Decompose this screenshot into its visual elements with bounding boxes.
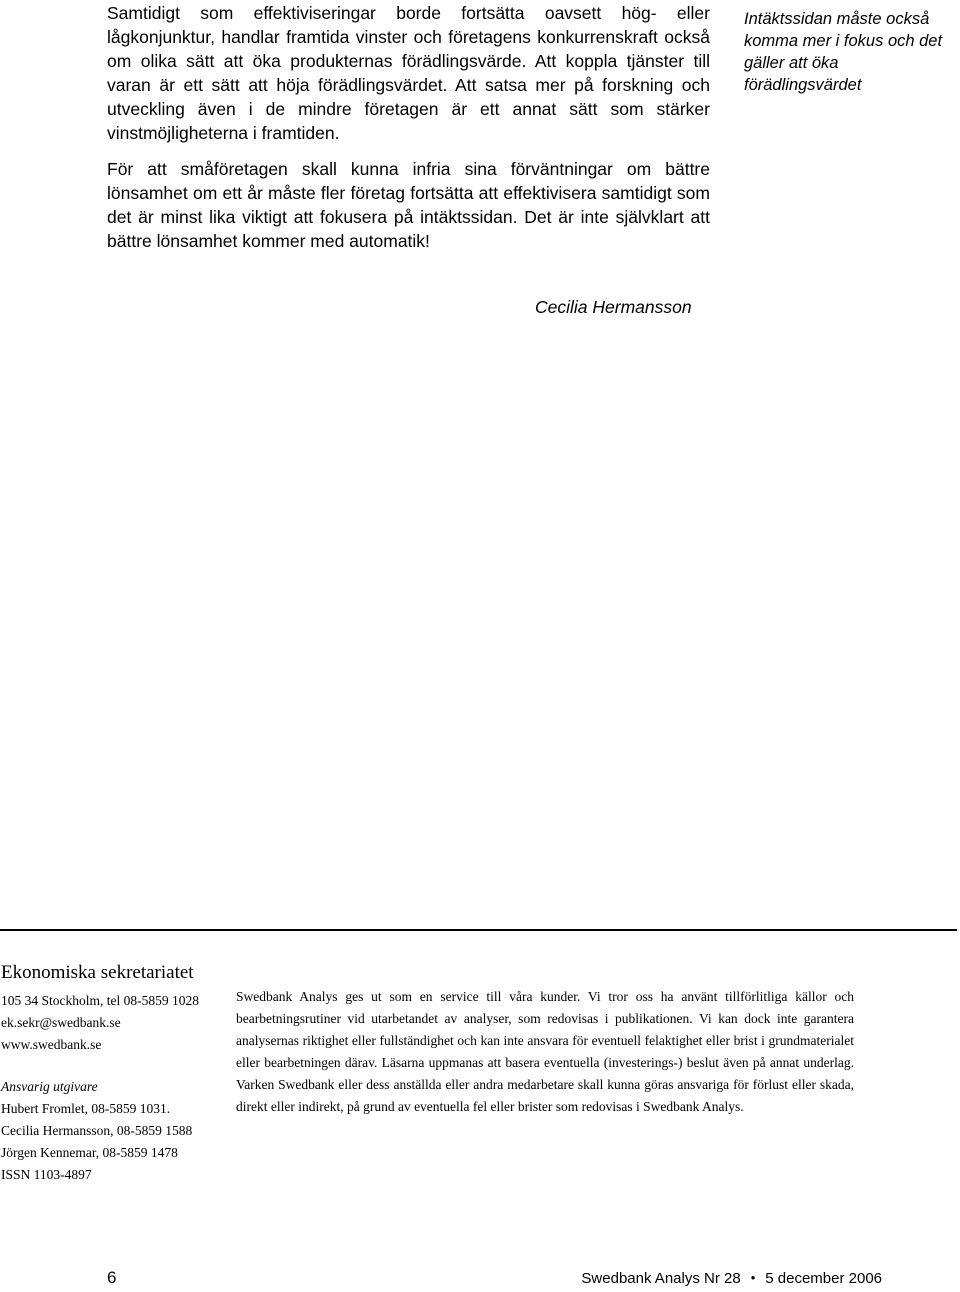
bullet-separator: • bbox=[750, 1270, 756, 1285]
page-footer bbox=[0, 1268, 960, 1292]
publisher-label: Ansvarig utgivare bbox=[1, 1079, 98, 1094]
publication-date: 5 december 2006 bbox=[765, 1270, 882, 1287]
margin-note: Intäktssidan måste också komma mer i fokus och det gäller att öka förädlingsvärdet bbox=[744, 10, 943, 94]
org-name: Ekonomiska sekretariatet bbox=[1, 962, 194, 983]
contact-line: Jörgen Kennemar, 08-5859 1478 bbox=[1, 1145, 178, 1160]
spacer bbox=[1, 1056, 231, 1076]
publication-name: Swedbank Analys Nr 28 bbox=[581, 1270, 741, 1287]
contact-line: Hubert Fromlet, 08-5859 1031. bbox=[1, 1101, 171, 1116]
contact-block bbox=[1, 990, 231, 1186]
body-paragraph: För att småföretagen skall kunna infria sina förväntningar om bättre lönsamhet om ett år måste fler företag fortsätta att effektivisera samtidigt som det är minst lika viktigt att fokusera på intäktssidan. Det är inte självklart att bättre lönsamhet kommer med automatik! bbox=[107, 159, 710, 251]
disclaimer: Swedbank Analys ges ut som en service till våra kunder. Vi tror oss ha använt tillförlitliga källor och bearbetningsrutiner vid utarbetandet av analyser, som redovisas i publikationen. Vi kan dock inte garantera analysernas riktighet eller fullständighet och kan inte ansvara för eventuell felaktighet eller brist i grundmaterialet eller bearbetningen därav. Läsarna uppmanas att basera eventuella (investerings-) beslut även på annat underlag. Varken Swedbank eller dess anställda eller andra medarbetare skall kunna göras ansvariga för förlust eller skada, direkt eller indirekt, på grund av eventuella fel eller brister som redovisas i Swedbank Analys. bbox=[236, 989, 854, 1114]
issn: ISSN 1103-4897 bbox=[1, 1167, 92, 1182]
body-paragraph: Samtidigt som effektiviseringar borde fortsätta oavsett hög- eller lågkonjunktur, handlar framtida vinster och företagens konkurrenskraft också om olika sätt att öka produkternas förädlingsvärde. Att koppla tjänster till varan är ett sätt att höja förädlingsvärdet. Att satsa mer på forskning och utveckling även i de mindre företagen är ett annat sätt som stärker vinstmöjligheterna i framtiden. bbox=[107, 3, 710, 143]
address: 105 34 Stockholm, tel 08-5859 1028 bbox=[1, 993, 199, 1008]
author-signature: Cecilia Hermansson bbox=[535, 297, 692, 317]
contact-line: Cecilia Hermansson, 08-5859 1588 bbox=[1, 1123, 193, 1138]
publication-info bbox=[581, 1270, 882, 1287]
email-link[interactable]: ek.sekr@swedbank.se bbox=[1, 1015, 121, 1030]
footer-divider bbox=[0, 929, 957, 931]
website-link[interactable]: www.swedbank.se bbox=[1, 1037, 102, 1052]
page-number: 6 bbox=[107, 1268, 117, 1287]
